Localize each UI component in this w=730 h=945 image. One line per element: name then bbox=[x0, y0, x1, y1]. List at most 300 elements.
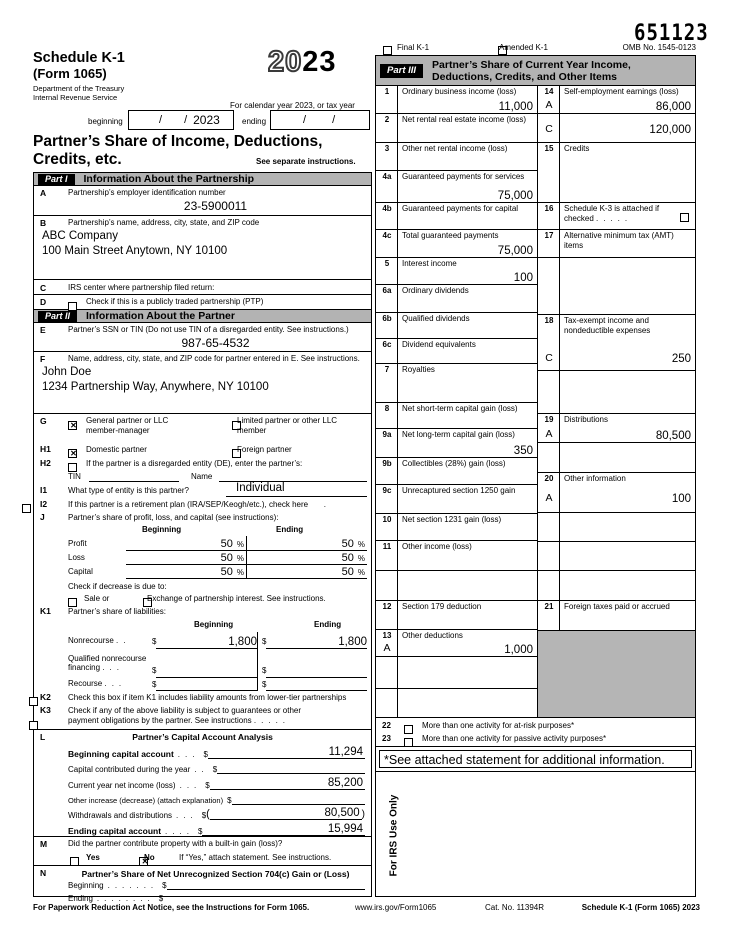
blank-numcol bbox=[538, 571, 560, 600]
part2-header bbox=[34, 309, 371, 323]
box-6c bbox=[376, 339, 537, 364]
row-22-text: More than one activity for at-risk purposes* bbox=[422, 721, 575, 730]
part3-title-line1: Partner’s Share of Current Year Income, bbox=[432, 58, 631, 71]
field-i1-letter: I1 bbox=[40, 485, 48, 495]
field-k2 bbox=[34, 691, 371, 704]
see-separate-instructions: See separate instructions. bbox=[256, 157, 356, 166]
j-capital-ending[interactable] bbox=[246, 565, 367, 579]
box-4b-number: 4b bbox=[382, 204, 392, 213]
beginning-slash1: / bbox=[159, 114, 163, 126]
box-4a-value[interactable]: 75,000 bbox=[497, 190, 533, 202]
box-blank-left-1 bbox=[376, 571, 537, 601]
box-9c-label: Unrecaptured section 1250 gain bbox=[402, 486, 516, 495]
l-dots: .. bbox=[194, 765, 209, 774]
box-9c bbox=[376, 485, 537, 514]
section-704c-title: Partner’s Share of Net Unrecognized Section 704(c) Gain or (Loss) bbox=[81, 869, 350, 879]
field-k1-label: Partner’s share of liabilities: bbox=[68, 607, 166, 616]
form-id-footer: Schedule K-1 (Form 1065) 2023 bbox=[581, 903, 700, 912]
part1-part2-table bbox=[33, 172, 372, 903]
k1-nonrecourse-text: Nonrecourse bbox=[68, 636, 114, 645]
tin-label: TIN bbox=[68, 472, 81, 481]
field-i2-dots: . bbox=[323, 500, 331, 509]
box-19 bbox=[538, 414, 695, 443]
form-title-line1: Partner’s Share of Income, Deductions, bbox=[33, 133, 323, 150]
box-4c-number: 4c bbox=[382, 231, 392, 240]
field-d-letter: D bbox=[40, 297, 47, 307]
k1-recourse-cells bbox=[68, 678, 367, 691]
tin-input[interactable] bbox=[89, 470, 179, 482]
box-12-number: 12 bbox=[382, 602, 392, 611]
field-l-header bbox=[34, 730, 371, 744]
l-net-income-cells bbox=[68, 774, 365, 790]
dollar-sign: $ bbox=[205, 781, 210, 790]
box-5 bbox=[376, 258, 537, 285]
k1-nonrecourse-row bbox=[34, 632, 371, 649]
j-loss-row bbox=[34, 551, 371, 565]
dollar-sign: $ bbox=[212, 765, 218, 774]
k1-qualified-line1: Qualified nonrecourse bbox=[68, 654, 147, 663]
tax-year bbox=[268, 46, 337, 79]
field-a-label: Partnership’s employer identification number bbox=[68, 188, 226, 197]
box-15-number: 15 bbox=[544, 144, 554, 153]
tax-period-row bbox=[60, 110, 372, 131]
part3-title bbox=[432, 59, 631, 83]
calendar-year-text: For calendar year 2023, or tax year bbox=[230, 101, 355, 110]
box-7-number: 7 bbox=[384, 365, 390, 374]
see-attached-text: *See attached statement for additional information. bbox=[379, 750, 692, 768]
box-1-label: Ordinary business income (loss) bbox=[402, 87, 517, 96]
box-19-value[interactable]: 80,500 bbox=[655, 430, 691, 442]
general-partner-label bbox=[86, 416, 168, 435]
box-6b-number: 6b bbox=[382, 314, 392, 323]
beginning-slash2: / bbox=[184, 114, 188, 126]
part1-header bbox=[34, 172, 371, 186]
percent-sign: % bbox=[236, 554, 244, 563]
l-other-increase-cells bbox=[68, 790, 365, 805]
exchange-label: Exchange of partnership interest. See instructions. bbox=[147, 594, 326, 603]
j-capital-cells bbox=[68, 565, 367, 579]
foreign-partner-label: Foreign partner bbox=[237, 445, 292, 454]
box-3-number: 3 bbox=[384, 144, 390, 153]
partner-ssn-value[interactable]: 987-65-4532 bbox=[181, 336, 250, 350]
field-h2-letter: H2 bbox=[40, 458, 51, 468]
guarantee-checkbox[interactable] bbox=[29, 721, 38, 730]
page-footer bbox=[33, 903, 700, 917]
box-blank-right-6 bbox=[538, 571, 695, 601]
k1-qualified-line2: financing bbox=[68, 663, 101, 672]
field-k3-line2: payment obligations by the partner. See instructions bbox=[68, 715, 252, 725]
k1-nonrecourse-label bbox=[68, 632, 152, 649]
box-17-label: Alternative minimum tax (AMT) items bbox=[563, 231, 674, 250]
schedule-k3-checkbox[interactable] bbox=[680, 213, 689, 222]
field-h2 bbox=[34, 457, 371, 470]
field-f-label: Name, address, city, state, and ZIP code for partner entered in E. See instructions. bbox=[68, 354, 360, 363]
k1-nonrecourse-begin-value: 1,800 bbox=[228, 636, 257, 648]
box-4a-number: 4a bbox=[382, 172, 392, 181]
box-blank-right-3 bbox=[538, 443, 695, 473]
box-9b bbox=[376, 458, 537, 485]
box-21 bbox=[538, 601, 695, 631]
builtin-gain-note: If “Yes,” attach statement. See instructions. bbox=[179, 853, 332, 862]
dollar-sign: $ bbox=[152, 637, 157, 646]
l-dots: ... bbox=[177, 750, 200, 759]
field-k3-letter: K3 bbox=[40, 705, 51, 715]
box-18-label-line2: nondeductible expenses bbox=[563, 325, 651, 335]
j-profit-row bbox=[34, 536, 371, 551]
field-j-label: Partner’s share of profit, loss, and capital (see instructions): bbox=[68, 513, 279, 522]
n-beginning-label: Beginning bbox=[68, 881, 104, 890]
box-3-label: Other net rental income (loss) bbox=[402, 144, 508, 153]
see-attached-bar bbox=[376, 746, 695, 771]
box-9a-number: 9a bbox=[382, 430, 392, 439]
irs-use-only-label: For IRS Use Only bbox=[388, 794, 400, 877]
box-14-number: 14 bbox=[544, 87, 554, 96]
field-n bbox=[34, 866, 371, 903]
percent-sign: % bbox=[357, 554, 365, 563]
k1-status-row bbox=[383, 41, 696, 54]
percent-sign: % bbox=[236, 568, 244, 577]
dollar-sign: $ bbox=[203, 750, 208, 759]
part3-title-line2: Deductions, Credits, and Other Items bbox=[432, 70, 617, 83]
box-11-number: 11 bbox=[382, 542, 392, 551]
limited-partner-line2: member bbox=[237, 425, 267, 435]
irs-url[interactable]: www.irs.gov/Form1065 bbox=[355, 903, 437, 912]
k1-beginning-header: Beginning bbox=[194, 620, 234, 629]
percent-sign: % bbox=[236, 540, 244, 549]
box-17 bbox=[538, 230, 695, 258]
k1-nonrecourse-end-value: 1,800 bbox=[338, 636, 367, 648]
part3-body bbox=[376, 86, 695, 717]
j-profit-label: Profit bbox=[68, 539, 87, 548]
l-ending-capital-row bbox=[34, 820, 371, 836]
l-contributed-cells bbox=[68, 759, 365, 774]
schedule-name: Schedule K-1 bbox=[33, 50, 125, 66]
box-14-value-c[interactable]: 120,000 bbox=[649, 124, 691, 136]
k1-recourse-text: Recourse bbox=[68, 679, 103, 688]
box-10 bbox=[376, 514, 537, 541]
box-10-label: Net section 1231 gain (loss) bbox=[402, 515, 502, 524]
field-a-letter: A bbox=[40, 188, 47, 198]
partner-name-address[interactable] bbox=[42, 365, 363, 394]
box-16 bbox=[538, 203, 695, 230]
general-partner-line2: member-manager bbox=[86, 425, 150, 435]
dollar-sign: $ bbox=[262, 666, 267, 675]
box-14 bbox=[538, 86, 695, 114]
k1-recourse-ending[interactable] bbox=[266, 678, 367, 691]
beginning-capital-value[interactable]: 11,294 bbox=[208, 746, 365, 759]
row-23-number: 23 bbox=[382, 734, 391, 743]
j-capital-beginning[interactable] bbox=[126, 565, 246, 579]
box-12 bbox=[376, 601, 537, 630]
box-5-value[interactable]: 100 bbox=[513, 272, 533, 284]
box-18-number: 18 bbox=[544, 316, 554, 325]
box-9b-label: Collectibles (28%) gain (loss) bbox=[402, 459, 506, 468]
box-blank-left-3 bbox=[376, 689, 537, 717]
catalog-number: Cat. No. 11394R bbox=[485, 903, 544, 912]
box-9a-label: Net long-term capital gain (loss) bbox=[402, 430, 515, 439]
l-dots: ... bbox=[179, 781, 202, 790]
box-1 bbox=[376, 86, 537, 114]
j-column-headers bbox=[34, 524, 371, 536]
field-b-label: Partnership’s name, address, city, state, and ZIP code bbox=[68, 218, 260, 227]
j-decrease-row bbox=[34, 579, 371, 592]
box-6a-number: 6a bbox=[382, 286, 392, 295]
part2-tab: Part II bbox=[38, 311, 77, 322]
box-19-code-a: A bbox=[545, 428, 553, 440]
n-dots: ........ bbox=[96, 894, 155, 903]
box-14-code-c: C bbox=[545, 123, 553, 135]
partner-address: 1234 Partnership Way, Anywhere, NY 10100 bbox=[42, 380, 269, 393]
sale-label: Sale or bbox=[84, 594, 110, 603]
box-20-number: 20 bbox=[544, 474, 554, 483]
n-ending-label: Ending bbox=[68, 894, 93, 903]
dept-line2: Internal Revenue Service bbox=[33, 93, 118, 102]
k1-qualified-beginning[interactable] bbox=[156, 649, 257, 678]
l-other-increase-label: Other increase (decrease) (attach explanation) bbox=[68, 796, 224, 805]
l-beginning-capital-row bbox=[34, 744, 371, 759]
box-4c-value[interactable]: 75,000 bbox=[497, 245, 533, 257]
n-beginning-value[interactable] bbox=[167, 889, 365, 890]
field-i1-label: What type of entity is this partner? bbox=[68, 486, 189, 495]
field-f bbox=[34, 352, 371, 414]
box-16-dots: ..... bbox=[596, 213, 633, 223]
part1-title: Information About the Partnership bbox=[83, 173, 255, 185]
name-input[interactable] bbox=[219, 470, 367, 482]
blank-numcol bbox=[376, 657, 398, 688]
j-profit-ending[interactable] bbox=[246, 536, 367, 551]
dollar-sign: $ bbox=[162, 881, 167, 890]
box-13 bbox=[376, 630, 537, 657]
k1-recourse-beginning[interactable] bbox=[156, 678, 257, 691]
box-8 bbox=[376, 403, 537, 429]
open-paren: ( bbox=[206, 808, 210, 820]
n-beginning-row bbox=[68, 879, 365, 890]
box-19-number: 19 bbox=[544, 415, 554, 424]
box-16-label-line2: checked bbox=[563, 213, 594, 223]
box-21-number: 21 bbox=[544, 602, 554, 611]
partnership-address: 100 Main Street Anytown, NY 10100 bbox=[42, 244, 228, 257]
box-19-label: Distributions bbox=[563, 415, 608, 424]
field-e bbox=[34, 323, 371, 352]
field-e-label: Partner’s SSN or TIN (Do not use TIN of a disregarded entity. See instructions.) bbox=[68, 325, 349, 334]
box-13-label: Other deductions bbox=[402, 631, 463, 640]
box-1-number: 1 bbox=[384, 87, 390, 96]
part1-tab: Part I bbox=[38, 174, 75, 185]
field-i2-letter: I2 bbox=[40, 499, 48, 509]
field-m-label: Did the partner contribute property with a built-in gain (loss)? bbox=[68, 839, 283, 848]
form-number: (Form 1065) bbox=[33, 66, 107, 81]
box-16-number: 16 bbox=[544, 204, 554, 213]
field-k2-label: Check this box if item K1 includes liability amounts from lower-tier partnerships bbox=[68, 693, 347, 702]
dollar-sign: $ bbox=[197, 827, 203, 836]
k1-qualified-label bbox=[68, 649, 152, 678]
box-9a-value[interactable]: 350 bbox=[513, 445, 533, 457]
dollar-sign: $ bbox=[227, 796, 232, 805]
field-g bbox=[34, 414, 371, 441]
beginning-date-field[interactable] bbox=[128, 110, 234, 130]
box-4c bbox=[376, 230, 537, 258]
l-withdrawals-row bbox=[34, 805, 371, 820]
box-4b-label: Guaranteed payments for capital bbox=[402, 204, 519, 213]
box-16-label-line1: Schedule K-3 is attached if bbox=[563, 204, 660, 213]
j-capital-row bbox=[34, 565, 371, 579]
tax-year-outline: 20 bbox=[268, 46, 303, 78]
box-blank-right-5 bbox=[538, 542, 695, 571]
box-16-label bbox=[564, 204, 693, 223]
blank-numcol bbox=[538, 542, 560, 570]
j-loss-begin-value: 50 bbox=[220, 552, 233, 564]
box-14-row2 bbox=[538, 114, 695, 143]
partnership-name: ABC Company bbox=[42, 230, 119, 242]
j-profit-end-value: 50 bbox=[341, 538, 354, 550]
final-k1-checkbox[interactable] bbox=[383, 46, 392, 55]
part3-tab: Part III bbox=[380, 64, 423, 78]
builtin-gain-yes-label: Yes bbox=[86, 853, 100, 862]
box-18-label bbox=[564, 316, 693, 335]
entity-type-value[interactable]: Individual bbox=[226, 482, 367, 497]
dollar-sign: $ bbox=[158, 894, 164, 903]
box-10-number: 10 bbox=[382, 515, 392, 524]
limited-partner-line1: Limited partner or other LLC bbox=[237, 416, 338, 425]
field-h1-letter: H1 bbox=[40, 444, 51, 454]
box-18 bbox=[538, 315, 695, 341]
j-beginning-header: Beginning bbox=[142, 525, 182, 534]
dollar-sign: $ bbox=[152, 666, 157, 675]
box-7-label: Royalties bbox=[402, 365, 435, 374]
ending-slash1: / bbox=[303, 114, 307, 126]
dollar-sign: $ bbox=[262, 637, 267, 646]
general-partner-checkbox[interactable] bbox=[68, 421, 77, 430]
box-18-label-line1: Tax-exempt income and bbox=[563, 316, 649, 325]
box-17-number: 17 bbox=[544, 231, 554, 240]
ending-capital-value[interactable]: 15,994 bbox=[202, 823, 365, 836]
blank-numcol bbox=[538, 513, 560, 541]
j-loss-label: Loss bbox=[68, 553, 85, 562]
box-18-value-c[interactable]: 250 bbox=[671, 353, 691, 365]
field-j bbox=[34, 512, 371, 524]
l-ending-capital-label: Ending capital account bbox=[68, 826, 162, 836]
field-k3-line1: Check if any of the above liability is subject to guarantees or other bbox=[68, 706, 302, 715]
box-2-label: Net rental real estate income (loss) bbox=[402, 115, 527, 124]
l-net-income-row bbox=[34, 774, 371, 790]
k1-column-headers bbox=[34, 619, 371, 632]
box-5-label: Interest income bbox=[402, 259, 457, 268]
percent-sign: % bbox=[357, 540, 365, 549]
ptp-checkbox[interactable] bbox=[68, 302, 77, 311]
box-6a-label: Ordinary dividends bbox=[402, 286, 469, 295]
j-capital-end-value: 50 bbox=[341, 566, 354, 578]
box-6a bbox=[376, 285, 537, 313]
field-j-letter: J bbox=[40, 512, 45, 522]
field-b-letter: B bbox=[40, 218, 47, 228]
box-blank-right-4 bbox=[538, 513, 695, 542]
builtin-gain-yes-checkbox[interactable] bbox=[70, 857, 79, 866]
net-income-value[interactable]: 85,200 bbox=[210, 777, 365, 790]
box-1-value[interactable]: 11,000 bbox=[498, 101, 533, 113]
box-14-value-a[interactable]: 86,000 bbox=[655, 101, 691, 113]
partnership-ein-value[interactable]: 23-5900011 bbox=[183, 199, 248, 213]
box-13-value[interactable]: 1,000 bbox=[504, 644, 533, 656]
box-4a-label: Guaranteed payments for services bbox=[402, 172, 525, 181]
omb-number: OMB No. 1545-0123 bbox=[622, 43, 696, 52]
ending-date-field[interactable] bbox=[270, 110, 370, 130]
tax-year-bold: 23 bbox=[302, 46, 337, 78]
k1-nonrecourse-dots: .. bbox=[116, 636, 131, 645]
domestic-partner-label: Domestic partner bbox=[86, 445, 147, 454]
field-l-letter: L bbox=[40, 732, 46, 742]
box-7 bbox=[376, 364, 537, 403]
form-title-line2: Credits, etc. bbox=[33, 151, 122, 168]
partnership-name-address[interactable] bbox=[42, 229, 363, 258]
field-m bbox=[34, 836, 371, 866]
blank-numcol bbox=[376, 571, 398, 600]
j-loss-ending[interactable] bbox=[246, 551, 367, 565]
box-3 bbox=[376, 143, 537, 171]
box-blank-left-2 bbox=[376, 657, 537, 689]
withdrawals-value[interactable]: 80,500 bbox=[210, 807, 362, 820]
dept-line1: Department of the Treasury bbox=[33, 84, 125, 93]
field-d-label: Check if this is a publicly traded partnership (PTP) bbox=[86, 297, 264, 306]
j-decrease-label: Check if decrease is due to: bbox=[68, 582, 167, 591]
part3-right-column bbox=[538, 86, 695, 717]
k1-nonrecourse-cells bbox=[68, 632, 367, 649]
k1-nonrecourse-beginning[interactable] bbox=[156, 632, 257, 649]
l-withdrawals-label: Withdrawals and distributions bbox=[68, 811, 173, 820]
j-profit-beginning[interactable] bbox=[126, 536, 246, 551]
ending-label: ending bbox=[242, 117, 267, 126]
j-profit-cells bbox=[68, 536, 367, 551]
j-loss-beginning[interactable] bbox=[126, 551, 246, 565]
k1-qualified-cells bbox=[68, 649, 367, 678]
n-dots: ....... bbox=[107, 881, 159, 890]
field-b bbox=[34, 216, 371, 280]
field-e-letter: E bbox=[40, 325, 46, 335]
l-net-income-label: Current year net income (loss) bbox=[68, 781, 176, 790]
j-loss-end-value: 50 bbox=[341, 552, 354, 564]
l-contributed-row bbox=[34, 759, 371, 774]
k1-recourse-row bbox=[34, 678, 371, 691]
shaded-area bbox=[538, 631, 695, 717]
field-c-letter: C bbox=[40, 283, 47, 293]
retirement-plan-checkbox[interactable] bbox=[22, 504, 31, 513]
box-blank-right-2 bbox=[538, 371, 695, 414]
box-20-value[interactable]: 100 bbox=[671, 493, 691, 505]
box-14-code-a: A bbox=[545, 99, 553, 111]
k1-qualified-ending[interactable] bbox=[266, 649, 367, 678]
field-k3-label bbox=[68, 706, 351, 725]
box-2-number: 2 bbox=[384, 115, 390, 124]
k1-qualified-dots: ... bbox=[102, 663, 124, 672]
amended-k1-label: Amended K-1 bbox=[499, 43, 548, 52]
field-i2-label: If this partner is a retirement plan (IRA/SEP/Keogh/etc.), check here bbox=[68, 500, 309, 509]
box-4b bbox=[376, 203, 537, 230]
box-2 bbox=[376, 114, 537, 143]
blank-numcol bbox=[538, 371, 560, 413]
row-22 bbox=[376, 717, 695, 732]
box-8-number: 8 bbox=[384, 404, 390, 413]
k1-recourse-label bbox=[68, 678, 152, 691]
dollar-sign: $ bbox=[152, 680, 157, 689]
box-6c-number: 6c bbox=[382, 340, 392, 349]
box-blank-right-1 bbox=[538, 258, 695, 315]
k1-recourse-dots: ... bbox=[104, 679, 127, 688]
field-k3-dots: ..... bbox=[253, 715, 291, 725]
final-k1-label: Final K-1 bbox=[397, 43, 430, 52]
part3-left-column bbox=[376, 86, 538, 717]
k1-qualified-row bbox=[34, 649, 371, 678]
k1-ending-header: Ending bbox=[314, 620, 342, 629]
k1-nonrecourse-ending[interactable] bbox=[266, 632, 367, 649]
